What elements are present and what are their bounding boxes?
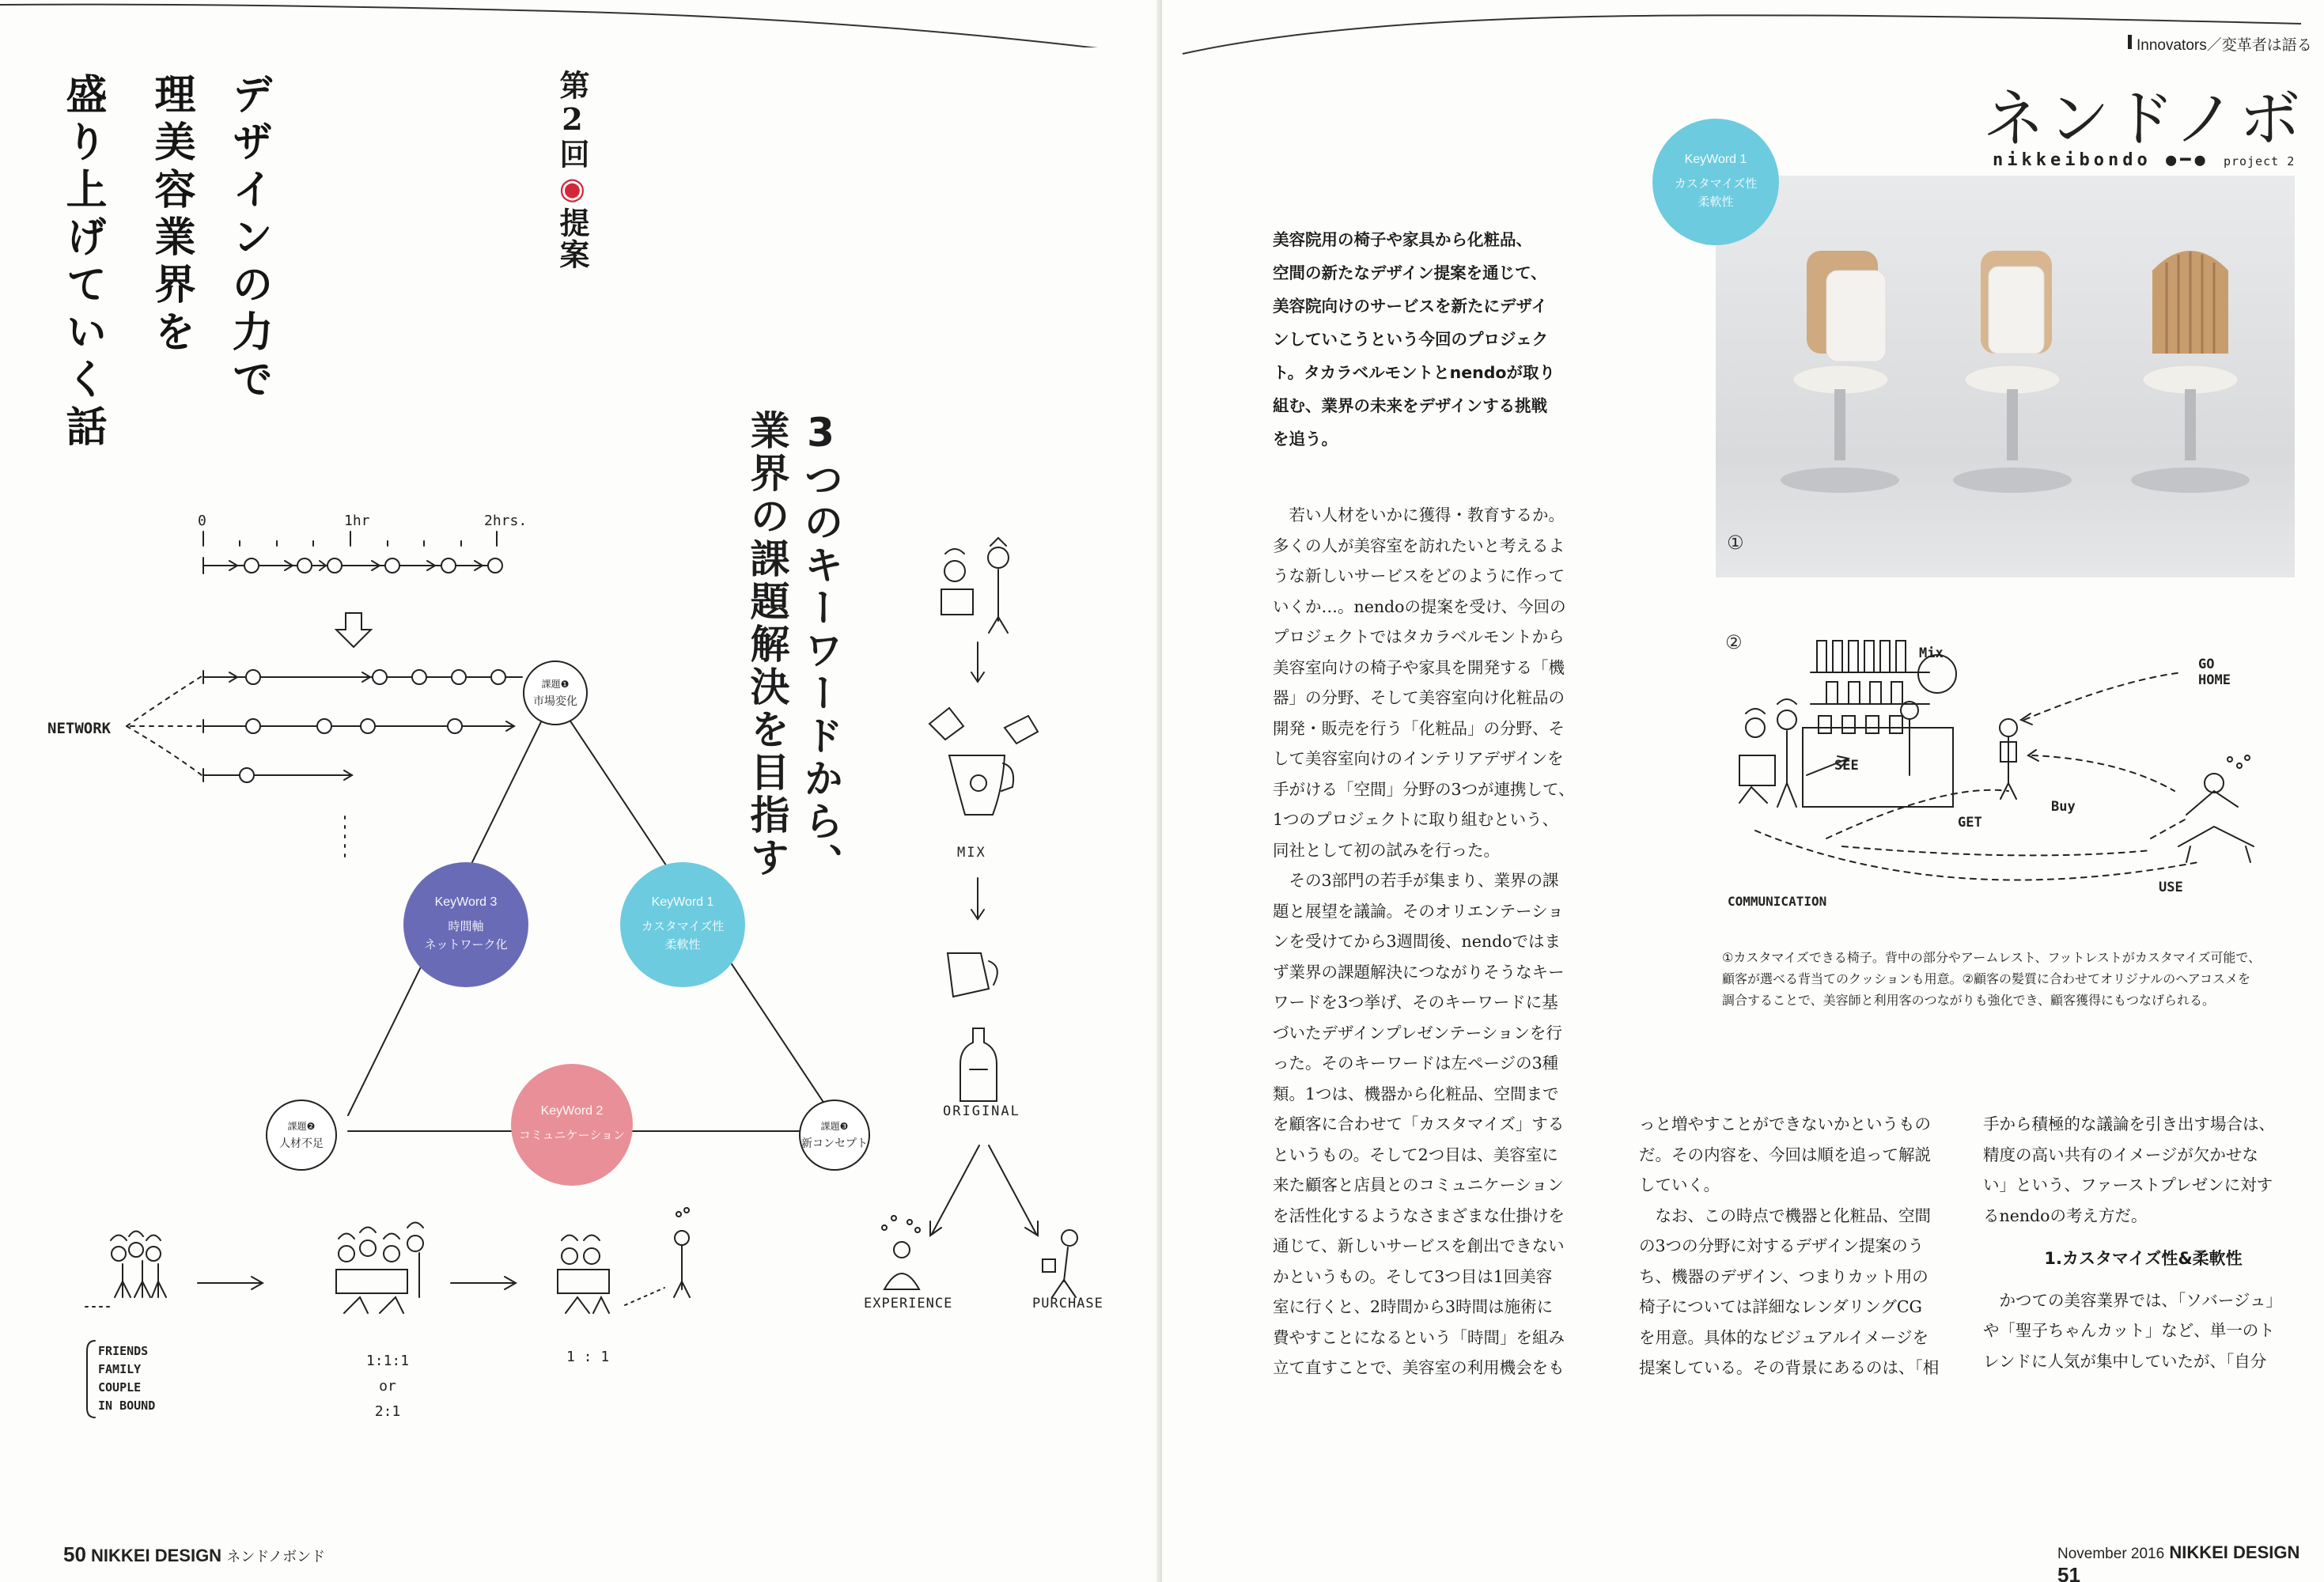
issue-node-market	[523, 660, 588, 725]
folio-right	[2057, 1542, 2324, 1582]
folio-left-magazine: NIKKEI DESIGN	[91, 1546, 222, 1565]
body-line: 費やすことになるという「時間」を組み	[1273, 1327, 1565, 1347]
lead-line: 空間の新たなデザイン提案を通じて、	[1273, 263, 1547, 282]
series-tag: Innovators／変革者は語る	[2137, 37, 2312, 54]
keyword-2-line1: コミュニケーション	[518, 1128, 626, 1143]
group-family: FAMILY	[98, 1362, 142, 1376]
body-line: ち、機器のデザイン、つまりカット用の	[1639, 1266, 1928, 1286]
brand-connector-icon: ●━●	[2165, 150, 2209, 170]
body-line: ず業界の課題解決につながりそうなキー	[1273, 962, 1565, 982]
body-line: るnendoの考え方だ。	[1983, 1205, 2148, 1225]
headline-col-1: デザインの力で	[225, 73, 272, 405]
keyword-badge-label: KeyWord 1	[1684, 152, 1747, 166]
lead-line: 組む、業界の未来をデザインする挑戦	[1273, 396, 1548, 415]
issue-node-concept-label: 課題❸	[820, 1121, 849, 1132]
body-line: だ。その内容を、今回は順を追って解説	[1639, 1145, 1931, 1164]
body-line: や「聖子ちゃんカット」など、単一のト	[1983, 1321, 2275, 1340]
brand-project: project 2	[2223, 154, 2296, 168]
ratio-1-1: 1 : 1	[566, 1349, 610, 1365]
diagram-buy-label: Buy	[2051, 799, 2076, 815]
body-line: 同社として初の試みを行った。	[1273, 840, 1500, 860]
keyword-3-circle	[403, 862, 528, 987]
folio-right-magazine: NIKKEI DESIGN	[2169, 1542, 2300, 1562]
flow-mix-label: MIX	[957, 845, 986, 861]
caption-line: 顧客が選べる背当てのクッションも用意。②顧客の髪質に合わせてオリジナルのヘアコスメを	[1722, 971, 2250, 986]
headline-col-3: 盛り上げていく話	[59, 73, 106, 452]
ratio-1-1-1: 1:1:1	[365, 1353, 410, 1369]
body-line: 題と展望を議論。そのオリエンテーショ	[1273, 901, 1564, 921]
body-line: して美容室向けのインテリアデザインを	[1273, 749, 1564, 768]
body-line: づいたデザインプレゼンテーションを行	[1273, 1023, 1562, 1043]
diagram-go-home-line1: GO	[2198, 657, 2215, 672]
keyword-2-circle	[511, 1064, 633, 1186]
keyword-1-label: KeyWord 1	[651, 895, 714, 909]
body-line: 開発・販売を行う「化粧品」の分野、そ	[1273, 718, 1565, 738]
brand-sub-name: nikkeibondo	[1993, 150, 2152, 170]
issue-node-concept-text: 新コンセプト	[801, 1137, 868, 1150]
lead-line: ンしていこうという今回のプロジェク	[1273, 330, 1549, 349]
flow-original-label: ORIGINAL	[943, 1103, 1020, 1119]
body-line: 美容室向けの椅子や家具を開発する「機	[1273, 657, 1565, 677]
issue-node-talent	[266, 1099, 337, 1171]
issue-node-market-text: 市場変化	[533, 695, 577, 708]
issue-node-market-label: 課題❶	[541, 679, 570, 690]
keyword-3-line2: ネットワーク化	[424, 937, 508, 952]
ratio-block	[356, 1349, 419, 1425]
keyword-1-line1: カスタマイズ性	[641, 918, 725, 933]
timeline-tick-2hrs: 2hrs.	[484, 513, 528, 529]
photo-number: ①	[1727, 532, 1744, 554]
folio-left-page-number: 50	[63, 1542, 86, 1566]
body-line: なお、この時点で機器と化粧品、空間	[1655, 1205, 1931, 1225]
chairs-illustration	[1716, 176, 2295, 577]
ratio-or: or	[379, 1378, 396, 1395]
body-line: 立て直すことで、美容室の利用機会をも	[1273, 1358, 1565, 1377]
body-column-1	[1273, 500, 1605, 1383]
group-inbound: IN BOUND	[98, 1398, 156, 1413]
diagram-number: ②	[1725, 631, 1743, 653]
body-line: を顧客に合わせて「カスタマイズ」する	[1273, 1115, 1565, 1134]
keyword-2-label: KeyWord 2	[540, 1104, 604, 1118]
folio-left-section: ネンドノボンド	[226, 1549, 326, 1565]
brand-subtitle	[1993, 150, 2295, 170]
keyword-badge-line2: 柔軟性	[1698, 195, 1734, 209]
body-line: いくか…。nendoの提案を受け、今回の	[1273, 596, 1566, 616]
body-line: かというもの。そして3つ目は1回美容	[1273, 1266, 1553, 1286]
diagram-go-home-line2: HOME	[2198, 672, 2231, 688]
keyword-1-badge	[1652, 119, 1779, 245]
folio-left	[63, 1542, 325, 1567]
timeline-tick-0: 0	[198, 513, 206, 529]
body-line: 来た顧客と店員とのコミュニケーション	[1273, 1175, 1564, 1194]
serial-number: 第2回	[555, 70, 590, 170]
body-line: というもの。そして2つ目は、美容室に	[1273, 1145, 1558, 1164]
body-line: その3部門の若手が集まり、業界の課	[1289, 871, 1559, 890]
body-line: い」という、ファーストプレゼンに対す	[1983, 1175, 2273, 1194]
body-line: った。そのキーワードは左ページの3種	[1273, 1054, 1559, 1073]
issue-node-concept	[799, 1099, 870, 1171]
lead-paragraph	[1273, 223, 1605, 456]
body-line: 室に行くと、2時間から3時間は施術に	[1273, 1297, 1554, 1316]
diagram-communication-label: COMMUNICATION	[1728, 894, 1827, 909]
body-line: かつての美容業界では、「ソバージュ」	[1999, 1290, 2283, 1310]
section-title: 1.カスタマイズ性&柔軟性	[2044, 1249, 2243, 1268]
caption-line: 調合することで、美容師と利用客のつながりも強化でき、顧客獲得にもつなげられる。	[1722, 993, 2216, 1008]
body-line: 手から積極的な議論を引き出す場合は、	[1983, 1115, 2275, 1134]
brand-title: ネンドノボ	[1983, 84, 2304, 155]
chairs-photo	[1716, 176, 2295, 577]
group-friends: FRIENDS	[98, 1344, 149, 1358]
body-line: 類。1つは、機器から化粧品、空間まで	[1273, 1084, 1559, 1103]
timeline-tick-1hr: 1hr	[344, 513, 370, 529]
body-line: を活性化するようなさまざまな仕掛けを	[1273, 1205, 1565, 1225]
folio-right-page-number: 51	[2057, 1563, 2080, 1582]
right-page	[1162, 0, 2324, 1582]
folio-right-date: November 2016	[2057, 1546, 2165, 1562]
body-line: 多くの人が美容室を訪れたいと考えるよ	[1273, 536, 1565, 555]
body-line: 椅子については詳細なレンダリングCG	[1639, 1297, 1922, 1316]
caption-line: ①カスタマイズできる椅子。背中の部分やアームレスト、フットレストがカスタマイズ可能で、	[1722, 950, 2262, 965]
keyword-3-line1: 時間軸	[448, 918, 484, 933]
body-line: っと増やすことができないかというもの	[1639, 1115, 1931, 1134]
body-line: 精度の高い共有のイメージが欠かせな	[1983, 1145, 2258, 1164]
keyword-3-label: KeyWord 3	[434, 895, 498, 909]
keyword-1-line2: 柔軟性	[664, 937, 701, 952]
body-line: うな新しいサービスをどのように作って	[1273, 566, 1565, 585]
group-list	[98, 1342, 155, 1415]
body-line: 1つのプロジェクトに取り組むという、	[1273, 810, 1559, 829]
body-line: を用意。具体的なビジュアルイメージを	[1639, 1327, 1929, 1347]
body-line: プロジェクトではタカラベルモントから	[1273, 627, 1565, 646]
diagram-go-home-label	[2198, 657, 2231, 688]
body-column-2	[1639, 1109, 1971, 1383]
diagram-use-label: USE	[2159, 880, 2183, 895]
body-line: の3つの分野に対するデザイン提案のう	[1639, 1236, 1925, 1255]
body-line: していく。	[1639, 1175, 1720, 1194]
keyword-1-circle	[620, 862, 745, 987]
diagram-mix-label: Mix	[1919, 645, 1944, 661]
keyword-badge-line1: カスタマイズ性	[1674, 176, 1758, 191]
serial-dot-icon: ◉	[555, 170, 590, 207]
lead-line: 美容院用の椅子や家具から化粧品、	[1273, 230, 1532, 249]
subhead-col-2: 業界の課題解決を目指す	[744, 410, 790, 880]
body-line: 通じて、新しいサービスを創出できない	[1273, 1236, 1565, 1255]
body-line: レンドに人気が集中していたが、「自分	[1983, 1351, 2267, 1371]
body-line: ンを受けてから3週間後、nendoではま	[1273, 932, 1561, 951]
diagram-get-label: GET	[1958, 815, 1982, 831]
body-column-3	[1983, 1109, 2303, 1376]
body-line: 提案している。その背景にあるのは、「相	[1639, 1358, 1940, 1377]
headline-col-2: 理美容業界を	[147, 73, 195, 358]
body-line: 器」の分野、そして美容室向け化粧品の	[1273, 688, 1565, 707]
flow-experience-label: EXPERIENCE	[864, 1296, 953, 1311]
issue-node-talent-text: 人材不足	[279, 1137, 324, 1150]
network-label: NETWORK	[47, 720, 112, 737]
serial-title: 提案	[555, 207, 590, 271]
body-line: 若い人材をいかに獲得・教育するか。	[1289, 505, 1565, 524]
body-line: ワードを3つ挙げ、そのキーワードに基	[1273, 993, 1558, 1012]
figure-caption	[1722, 947, 2299, 1011]
issue-node-talent-label: 課題❷	[287, 1121, 316, 1132]
lead-line: 美容院向けのサービスを新たにデザイ	[1273, 297, 1548, 316]
subhead-col-1: 3つのキーワードから、	[797, 410, 844, 886]
diagram-see-label: SEE	[1834, 758, 1859, 774]
lead-line: ト。タカラベルモントとnendoが取り	[1273, 363, 1556, 382]
ratio-2-1: 2:1	[374, 1403, 401, 1420]
group-couple: COUPLE	[98, 1380, 142, 1395]
body-line: 手がける「空間」分野の3つが連携して、	[1273, 779, 1575, 799]
flow-purchase-label: PURCHASE	[1032, 1296, 1103, 1311]
lead-line: を追う。	[1273, 430, 1338, 448]
